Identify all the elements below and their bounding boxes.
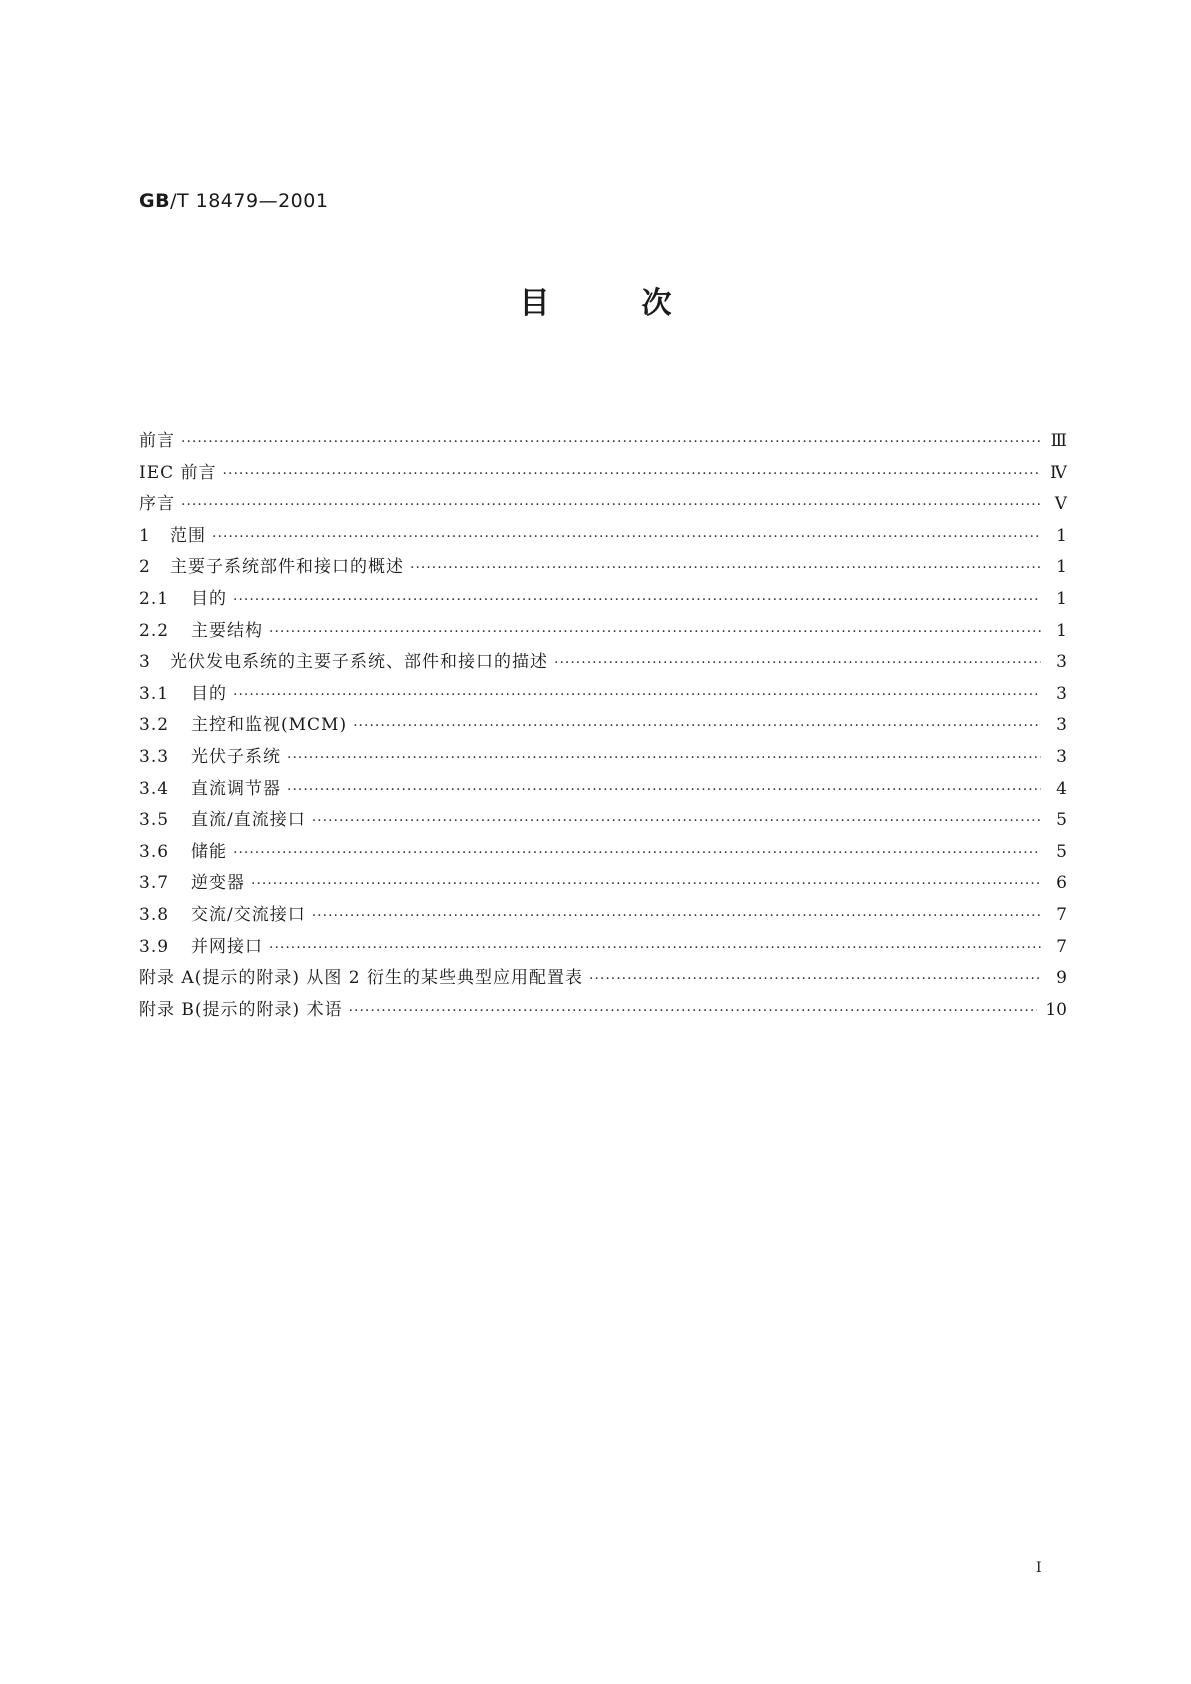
toc-entry-title: 目的 xyxy=(191,683,227,704)
dot-leader xyxy=(349,1003,1038,1019)
toc-entry-title: 光伏子系统 xyxy=(191,746,281,767)
toc-entry-label xyxy=(139,932,269,957)
standard-code xyxy=(139,190,328,212)
toc-entry-title: 交流/交流接口 xyxy=(191,904,306,925)
toc-entry-label xyxy=(139,774,287,799)
toc-entry-page: Ⅳ xyxy=(1050,462,1067,483)
toc-entry-number: 2.2 xyxy=(139,620,170,641)
toc-entry-number: 3.8 xyxy=(139,904,170,925)
toc-entry-page: 7 xyxy=(1056,904,1067,925)
toc-entry-number: 3.3 xyxy=(139,746,170,767)
toc-entry-title: 直流调节器 xyxy=(191,778,281,799)
toc-entry-label xyxy=(139,679,233,704)
toc-entry-foreword[interactable] xyxy=(139,426,1067,458)
toc-entry-label xyxy=(139,647,554,672)
dot-leader xyxy=(410,560,1041,576)
dot-leader xyxy=(312,813,1041,829)
toc-entry-page: 1 xyxy=(1056,588,1067,609)
dot-leader xyxy=(269,624,1041,640)
standard-code-prefix: GB xyxy=(139,190,171,212)
toc-entry-3-8[interactable] xyxy=(139,900,1067,932)
toc-entry-label xyxy=(139,616,269,641)
dot-leader xyxy=(287,782,1041,798)
toc-entry-3-5[interactable] xyxy=(139,805,1067,837)
dot-leader xyxy=(589,971,1041,987)
toc-entry-number: 3.9 xyxy=(139,936,170,957)
toc-entry-3-2[interactable] xyxy=(139,710,1067,742)
toc-entry-page: 3 xyxy=(1056,746,1067,767)
toc-entry-label xyxy=(139,458,223,483)
dot-leader xyxy=(287,750,1041,766)
dot-leader xyxy=(251,876,1041,892)
toc-entry-page: 1 xyxy=(1056,557,1067,578)
dot-leader xyxy=(181,497,1041,513)
toc-entry-title: 附录 B(提示的附录) 术语 xyxy=(139,999,343,1020)
toc-entry-title: 序言 xyxy=(139,494,175,515)
toc-entry-label xyxy=(139,837,233,862)
dot-leader xyxy=(269,940,1041,956)
toc-entry-label xyxy=(139,521,212,546)
toc-entry-label xyxy=(139,710,353,735)
toc-entry-number: 2.1 xyxy=(139,588,170,609)
toc-entry-label xyxy=(139,900,312,925)
toc-entry-title: IEC 前言 xyxy=(139,462,217,483)
toc-entry-3[interactable] xyxy=(139,647,1067,679)
page-number: Ⅰ xyxy=(1036,1560,1042,1576)
table-of-contents xyxy=(139,426,1067,1026)
toc-entry-label xyxy=(139,995,349,1020)
toc-entry-label xyxy=(139,426,181,451)
toc-entry-page: 1 xyxy=(1056,620,1067,641)
toc-entry-number: 3.2 xyxy=(139,715,170,736)
dot-leader xyxy=(233,592,1041,608)
dot-leader xyxy=(223,466,1041,482)
toc-entry-title: 前言 xyxy=(139,431,175,451)
toc-entry-page: 3 xyxy=(1056,652,1067,673)
dot-leader xyxy=(181,434,1041,450)
toc-entry-page: 5 xyxy=(1056,841,1067,862)
toc-entry-title: 光伏发电系统的主要子系统、部件和接口的描述 xyxy=(170,652,548,673)
toc-entry-appendix-b[interactable] xyxy=(139,995,1067,1027)
toc-entry-title: 并网接口 xyxy=(191,936,263,957)
toc-entry-label xyxy=(139,552,410,577)
dot-leader xyxy=(233,845,1041,861)
toc-entry-2-2[interactable] xyxy=(139,616,1067,648)
toc-entry-label xyxy=(139,489,181,514)
toc-entry-page: 5 xyxy=(1056,810,1067,831)
toc-entry-page: 10 xyxy=(1045,999,1067,1020)
page-title: 目次 xyxy=(519,286,764,321)
toc-entry-number: 3.7 xyxy=(139,873,170,894)
toc-entry-appendix-a[interactable] xyxy=(139,963,1067,995)
toc-entry-title: 目的 xyxy=(191,588,227,609)
toc-entry-2-1[interactable] xyxy=(139,584,1067,616)
standard-code-suffix: /T 18479—2001 xyxy=(170,190,329,212)
toc-entry-3-9[interactable] xyxy=(139,932,1067,964)
toc-entry-iec-foreword[interactable] xyxy=(139,458,1067,490)
toc-entry-label xyxy=(139,742,287,767)
toc-entry-number: 3 xyxy=(139,652,151,673)
toc-entry-number: 3.6 xyxy=(139,841,170,862)
toc-entry-number: 3.5 xyxy=(139,810,170,831)
toc-entry-3-6[interactable] xyxy=(139,837,1067,869)
toc-entry-title: 附录 A(提示的附录) 从图 2 衍生的某些典型应用配置表 xyxy=(139,968,583,989)
toc-entry-page: 6 xyxy=(1056,873,1067,894)
dot-leader xyxy=(353,718,1041,734)
toc-entry-page: 7 xyxy=(1056,936,1067,957)
toc-entry-label xyxy=(139,868,251,893)
dot-leader xyxy=(212,529,1041,545)
toc-entry-introduction[interactable] xyxy=(139,489,1067,521)
toc-entry-3-7[interactable] xyxy=(139,868,1067,900)
toc-entry-title: 主要结构 xyxy=(191,620,263,641)
toc-entry-label xyxy=(139,963,589,988)
toc-entry-page: Ⅲ xyxy=(1050,431,1067,451)
toc-entry-title: 主控和监视(MCM) xyxy=(191,715,348,736)
toc-entry-number: 3.1 xyxy=(139,683,170,704)
toc-entry-title: 主要子系统部件和接口的概述 xyxy=(170,557,404,578)
toc-entry-page: 3 xyxy=(1056,683,1067,704)
toc-entry-label xyxy=(139,584,233,609)
toc-entry-2[interactable] xyxy=(139,552,1067,584)
toc-entry-page: 1 xyxy=(1056,525,1067,546)
toc-entry-1[interactable] xyxy=(139,521,1067,553)
toc-entry-number: 3.4 xyxy=(139,778,170,799)
toc-entry-3-3[interactable] xyxy=(139,742,1067,774)
toc-entry-title: 直流/直流接口 xyxy=(191,810,306,831)
dot-leader xyxy=(554,655,1041,671)
toc-entry-page: 9 xyxy=(1056,968,1067,989)
toc-entry-3-4[interactable] xyxy=(139,774,1067,806)
toc-entry-3-1[interactable] xyxy=(139,679,1067,711)
dot-leader xyxy=(312,908,1041,924)
toc-entry-title: 逆变器 xyxy=(191,873,245,894)
dot-leader xyxy=(233,687,1041,703)
toc-entry-page: Ⅴ xyxy=(1054,494,1067,515)
toc-entry-number: 2 xyxy=(139,557,151,578)
toc-entry-title: 范围 xyxy=(170,525,206,546)
toc-entry-page: 3 xyxy=(1056,715,1067,736)
toc-entry-number: 1 xyxy=(139,525,151,546)
toc-entry-title: 储能 xyxy=(191,841,227,862)
toc-entry-page: 4 xyxy=(1056,778,1067,799)
toc-entry-label xyxy=(139,805,312,830)
